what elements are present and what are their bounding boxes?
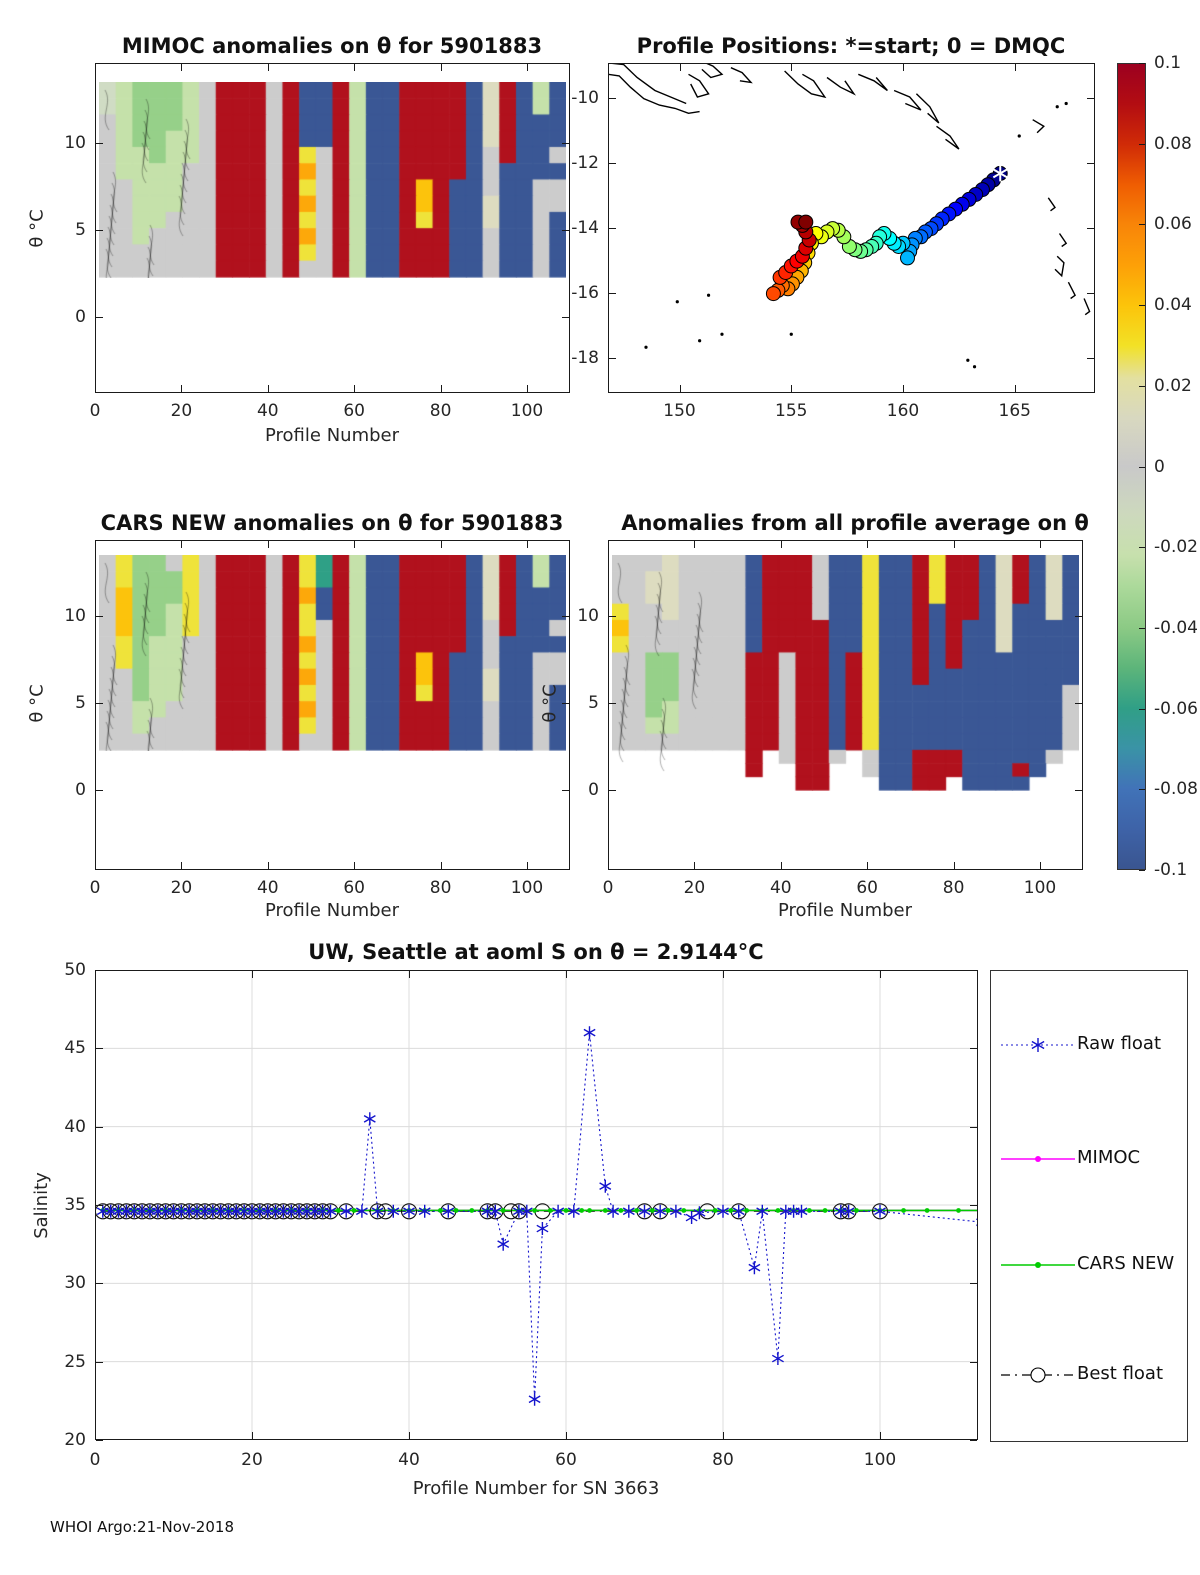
tick-mark [96, 1127, 103, 1128]
coastline [1033, 120, 1044, 133]
tick-label: 100 [510, 878, 544, 898]
raw-float-marker [976, 1216, 977, 1229]
tick-label: 40 [256, 401, 279, 421]
tick-mark [970, 1283, 977, 1284]
legend-label: Raw float [1077, 1033, 1162, 1054]
tick-mark [96, 143, 103, 144]
tick-mark [781, 541, 782, 548]
tick-label: 40 [64, 1116, 86, 1137]
coastline [1048, 198, 1055, 211]
tick-label: 0 [588, 780, 599, 800]
tick-mark [354, 862, 355, 869]
cars-new-marker [548, 1208, 553, 1213]
island-dot [676, 300, 679, 303]
tick-mark [970, 1205, 977, 1206]
profile-position-marker [766, 287, 780, 301]
tick-label: 100 [863, 1450, 897, 1470]
tick-mark [791, 64, 792, 71]
cars-new-marker [666, 1208, 671, 1213]
tick-mark [1139, 305, 1145, 306]
title-allprof: Anomalies from all profile average on θ [621, 511, 1089, 535]
cars-new-marker [650, 1208, 655, 1213]
coastline [827, 78, 854, 94]
colorbar-tick-label: 0 [1154, 456, 1165, 477]
cars-new-marker [956, 1208, 961, 1213]
tick-mark [562, 703, 569, 704]
xlabel-salinity: Profile Number for SN 3663 [412, 1478, 660, 1499]
colorbar-tick-label: -0.06 [1154, 698, 1198, 719]
tick-label: 25 [64, 1351, 86, 1372]
tick-mark [441, 64, 442, 71]
tick-mark [252, 1432, 253, 1439]
ylabel-mimoc: θ °C [26, 209, 48, 248]
title-map: Profile Positions: *=start; 0 = DMQC [636, 34, 1066, 58]
tick-mark [1139, 870, 1145, 871]
tick-label: 80 [942, 878, 965, 898]
raw-float-marker [772, 1352, 783, 1365]
coastline [731, 68, 751, 83]
tick-mark [694, 862, 695, 869]
tick-mark [441, 385, 442, 392]
raw-float-marker [529, 1393, 540, 1406]
tick-mark [96, 1205, 103, 1206]
tick-label: -16 [571, 283, 599, 303]
tick-mark [96, 1283, 103, 1284]
tick-label: 5 [75, 693, 86, 713]
tick-label: 0 [89, 401, 101, 421]
tick-mark [609, 228, 616, 229]
tick-mark [181, 64, 182, 71]
tick-label: -10 [571, 88, 599, 108]
tick-mark [1087, 293, 1094, 294]
tick-mark [95, 64, 96, 71]
tick-mark [181, 385, 182, 392]
tick-mark [566, 1432, 567, 1439]
tick-label: 10 [577, 606, 599, 626]
legend-label: Best float [1077, 1363, 1164, 1384]
cars-new-marker [603, 1208, 608, 1213]
tick-label: 20 [241, 1450, 263, 1470]
coastline [609, 64, 686, 104]
island-dot [720, 333, 723, 336]
colorbar-tick-label: -0.02 [1154, 537, 1198, 558]
tick-mark [527, 385, 528, 392]
tick-mark [970, 1048, 977, 1049]
tick-label: 60 [555, 1450, 577, 1470]
cars-new-marker [454, 1208, 459, 1213]
ylabel-cars: θ °C [26, 684, 48, 723]
tick-label: 60 [856, 878, 879, 898]
legend-item-mimoc [991, 1147, 1187, 1171]
legend-sample-glyph [1035, 1156, 1041, 1162]
profile-position-marker [799, 215, 813, 229]
legend-item-cars-new [991, 1253, 1187, 1277]
tick-mark [1075, 703, 1082, 704]
tick-label: 155 [775, 401, 808, 421]
tick-mark [723, 1432, 724, 1439]
tick-mark [1087, 228, 1094, 229]
heatmap-allprof [612, 555, 1079, 791]
legend-sample-glyph [1035, 1262, 1041, 1268]
tick-mark [867, 862, 868, 869]
island-dot [644, 346, 647, 349]
cars-new-marker [901, 1208, 906, 1213]
tick-label: 60 [343, 401, 366, 421]
tick-label: 20 [170, 878, 193, 898]
raw-float-marker [176, 1205, 187, 1218]
legend-item-raw-float [991, 1033, 1187, 1057]
tick-mark [252, 971, 253, 978]
cars-new-marker [469, 1208, 474, 1213]
xlabel-cars: Profile Number [265, 900, 399, 921]
tick-mark [96, 1048, 103, 1049]
tick-mark [970, 970, 977, 971]
raw-float-marker [749, 1261, 760, 1274]
tick-label: 30 [64, 1273, 86, 1294]
tick-mark [609, 98, 616, 99]
colorbar-tick-label: 0.1 [1154, 53, 1182, 73]
tick-mark [608, 862, 609, 869]
legend-item-best-float [991, 1363, 1187, 1387]
tick-mark [791, 385, 792, 392]
cars-new-marker [854, 1208, 859, 1213]
island-dot [1056, 105, 1059, 108]
tick-mark [562, 317, 569, 318]
tick-mark [609, 163, 616, 164]
raw-float-marker [600, 1180, 611, 1193]
tick-label: 100 [1023, 878, 1057, 898]
coastline [609, 74, 700, 113]
tick-mark [1139, 789, 1145, 790]
tick-mark [96, 790, 103, 791]
legend-sample-glyph [1031, 1368, 1045, 1382]
colorbar-tick-label: 0.02 [1154, 375, 1192, 396]
tick-mark [694, 541, 695, 548]
tick-mark [354, 64, 355, 71]
tick-label: 0 [89, 1450, 101, 1470]
cars-new-marker [336, 1208, 341, 1213]
tick-mark [1139, 63, 1145, 64]
map-plot [609, 64, 1094, 392]
cars-new-marker [925, 1208, 930, 1213]
tick-label: -12 [571, 153, 599, 173]
coastline [1084, 299, 1090, 315]
tick-label: -14 [571, 218, 599, 238]
tick-mark [566, 971, 567, 978]
tick-mark [268, 64, 269, 71]
tick-label: 165 [998, 401, 1031, 421]
tick-mark [1139, 628, 1145, 629]
ylabel-salinity: Salinity [30, 1172, 52, 1239]
tick-mark [96, 1362, 103, 1363]
coastline [689, 74, 709, 97]
figure-footer: WHOI Argo:21-Nov-2018 [50, 1518, 234, 1536]
tick-mark [1075, 616, 1082, 617]
tick-mark [1139, 386, 1145, 387]
tick-mark [95, 971, 96, 978]
tick-mark [562, 616, 569, 617]
tick-label: 20 [683, 878, 706, 898]
tick-mark [723, 971, 724, 978]
tick-mark [527, 64, 528, 71]
raw-float-marker [498, 1238, 509, 1251]
tick-mark [181, 541, 182, 548]
tick-mark [1075, 790, 1082, 791]
tick-mark [96, 616, 103, 617]
tick-mark [562, 230, 569, 231]
tick-label: 80 [429, 878, 452, 898]
tick-mark [1139, 467, 1145, 468]
tick-label: 40 [769, 878, 792, 898]
cars-new-marker [501, 1208, 506, 1213]
tick-mark [781, 862, 782, 869]
tick-mark [1087, 163, 1094, 164]
tick-mark [954, 541, 955, 548]
tick-mark [1087, 98, 1094, 99]
tick-mark [441, 541, 442, 548]
colorbar-tick-label: 0.06 [1154, 214, 1192, 235]
coastline [702, 64, 722, 78]
tick-mark [903, 385, 904, 392]
colorbar-tick-label: 0.08 [1154, 133, 1192, 154]
legend-label: CARS NEW [1077, 1253, 1175, 1274]
legend-sample-best [999, 1363, 1077, 1387]
tick-mark [1087, 358, 1094, 359]
legend-sample-raw [999, 1033, 1077, 1057]
tick-label: 40 [398, 1450, 420, 1470]
tick-mark [527, 541, 528, 548]
tick-mark [181, 862, 182, 869]
island-dot [707, 294, 710, 297]
tick-mark [1015, 64, 1016, 71]
legend [990, 970, 1188, 1442]
tick-label: 160 [886, 401, 920, 421]
tick-mark [1015, 385, 1016, 392]
tick-label: 0 [89, 878, 101, 898]
title-mimoc: MIMOC anomalies on θ for 5901883 [121, 34, 543, 58]
title-cars: CARS NEW anomalies on θ for 5901883 [100, 511, 564, 535]
legend-label: MIMOC [1077, 1147, 1141, 1168]
tick-mark [268, 541, 269, 548]
tick-mark [609, 293, 616, 294]
tick-label: 50 [64, 960, 86, 980]
tick-mark [903, 64, 904, 71]
legend-sample-cars [999, 1253, 1077, 1277]
tick-mark [95, 1432, 96, 1439]
tick-label: 40 [256, 878, 279, 898]
cars-new-marker [587, 1208, 592, 1213]
tick-mark [96, 970, 103, 971]
tick-label: 60 [343, 878, 366, 898]
tick-label: 80 [712, 1450, 734, 1470]
tick-mark [954, 862, 955, 869]
colorbar-tick-label: 0.04 [1154, 295, 1192, 316]
tick-mark [609, 358, 616, 359]
ylabel-allprof: θ °C [539, 684, 561, 723]
tick-mark [680, 385, 681, 392]
coastline [1055, 256, 1064, 276]
raw-float-marker [553, 1205, 564, 1218]
coastline [785, 71, 825, 97]
coastline [1060, 234, 1067, 247]
cars-new-marker [579, 1208, 584, 1213]
island-dot [698, 339, 701, 342]
tick-mark [1040, 862, 1041, 869]
cars-new-marker [352, 1208, 357, 1213]
tick-mark [96, 230, 103, 231]
tick-mark [1040, 541, 1041, 548]
legend-sample-mimoc [999, 1147, 1077, 1171]
tick-label: 45 [64, 1038, 86, 1059]
cars-new-marker [532, 1208, 537, 1213]
cars-new-marker [438, 1208, 443, 1213]
tick-mark [354, 541, 355, 548]
tick-mark [95, 862, 96, 869]
tick-mark [680, 64, 681, 71]
raw-float-marker [686, 1211, 697, 1224]
xlabel-allprof: Profile Number [778, 900, 912, 921]
cars-new-marker [823, 1208, 828, 1213]
raw-float-marker [364, 1112, 375, 1125]
tick-mark [268, 862, 269, 869]
tick-mark [970, 1362, 977, 1363]
tick-label: -18 [571, 348, 599, 368]
tick-mark [95, 541, 96, 548]
cars-new-marker [728, 1208, 733, 1213]
tick-mark [1139, 709, 1145, 710]
title-salinity: UW, Seattle at aoml S on θ = 2.9144°C [308, 940, 764, 964]
tick-mark [96, 703, 103, 704]
coastline [1068, 282, 1075, 298]
xlabel-mimoc: Profile Number [265, 425, 399, 446]
tick-mark [409, 1432, 410, 1439]
cars-new-marker [713, 1208, 718, 1213]
tick-mark [527, 862, 528, 869]
tick-label: 35 [64, 1195, 86, 1215]
tick-mark [562, 143, 569, 144]
tick-label: 20 [170, 401, 193, 421]
colorbar-tick-label: -0.04 [1154, 617, 1198, 638]
tick-mark [1139, 547, 1145, 548]
tick-label: 0 [75, 780, 86, 800]
tick-mark [96, 1440, 103, 1441]
heatmap-cars [99, 555, 566, 751]
colorbar-tick-label: -0.08 [1154, 779, 1198, 800]
tick-mark [970, 1440, 977, 1441]
tick-mark [268, 385, 269, 392]
tick-label: 0 [602, 878, 614, 898]
tick-mark [970, 1127, 977, 1128]
island-dot [1018, 134, 1021, 137]
island-dot [973, 365, 976, 368]
tick-label: 5 [75, 220, 86, 240]
raw-float-marker [584, 1026, 595, 1039]
island-dot [1065, 102, 1068, 105]
cars-new-marker [619, 1208, 624, 1213]
tick-mark [96, 317, 103, 318]
tick-mark [1139, 224, 1145, 225]
heatmap-mimoc [99, 82, 566, 278]
colorbar-tick-label: -0.1 [1154, 860, 1188, 880]
tick-label: 100 [510, 401, 544, 421]
tick-mark [880, 971, 881, 978]
cars-new-marker [634, 1208, 639, 1213]
tick-label: 10 [64, 133, 86, 153]
tick-label: 0 [75, 307, 86, 327]
tick-mark [562, 790, 569, 791]
tick-mark [608, 541, 609, 548]
tick-mark [441, 862, 442, 869]
profile-position-marker [901, 251, 915, 265]
cars-new-marker [564, 1208, 569, 1213]
cars-new-marker [776, 1208, 781, 1213]
tick-label: 150 [663, 401, 696, 421]
island-dot [966, 359, 969, 362]
tick-mark [354, 385, 355, 392]
cars-new-marker [744, 1208, 749, 1213]
tick-mark [95, 385, 96, 392]
tick-mark [609, 703, 616, 704]
tick-mark [880, 1432, 881, 1439]
salinity-plot [96, 971, 977, 1439]
tick-label: 10 [64, 606, 86, 626]
tick-mark [609, 616, 616, 617]
tick-label: 20 [64, 1430, 86, 1450]
coastline [937, 126, 959, 149]
tick-label: 5 [588, 693, 599, 713]
tick-label: 80 [429, 401, 452, 421]
cars-new-marker [681, 1208, 686, 1213]
cars-new-marker [807, 1208, 812, 1213]
tick-mark [1139, 144, 1145, 145]
tick-mark [867, 541, 868, 548]
coastline [858, 74, 887, 90]
island-dot [790, 333, 793, 336]
tick-mark [409, 971, 410, 978]
tick-mark [609, 790, 616, 791]
raw-float-marker [490, 1205, 501, 1218]
